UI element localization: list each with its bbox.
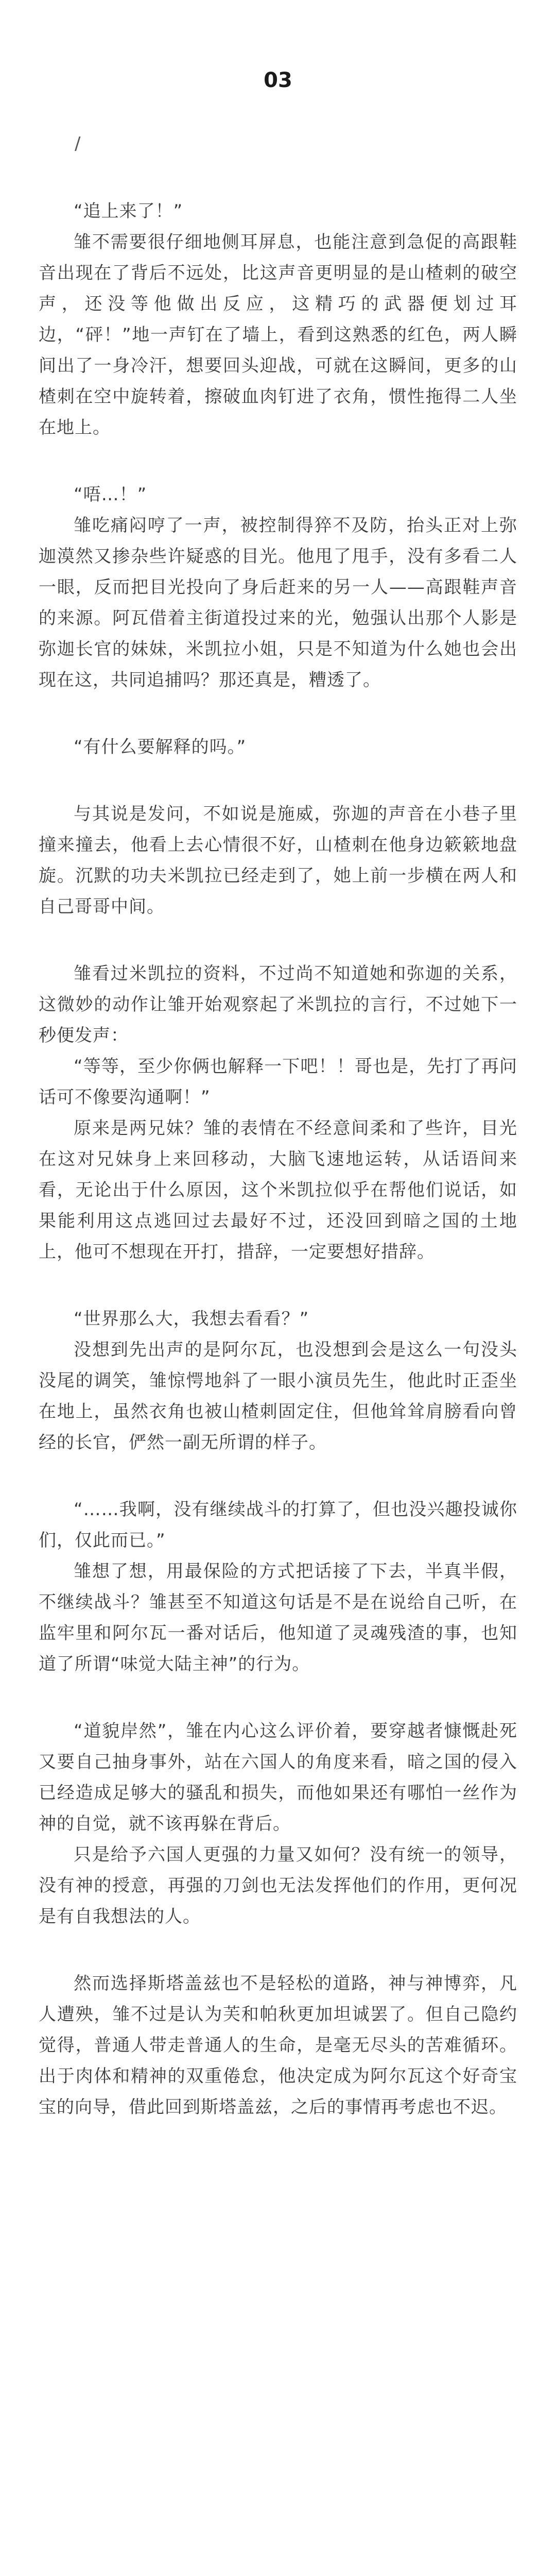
scene-break-mark: / (75, 133, 81, 154)
paragraph: “追上来了！” (74, 201, 183, 222)
paragraph-gap (39, 762, 517, 799)
paragraph: 只是给予六国人更强的力量又如何？没有统一的领导，没有神的授意，再强的刀剑也无法发挥他们的作用，更何况是有自我想法的人。 (39, 1844, 517, 1927)
paragraph: “唔…！” (74, 484, 147, 505)
paragraph: “世界那么大，我想去看看？” (74, 1309, 309, 1329)
paragraph: 原来是两兄妹？雏的表情在不经意间柔和了些许，目光在这对兄妹身上来回移动，大脑飞速地运转，从话语间来看，无论出于什么原因，这个米凯拉似乎在帮他们说话，如果能利用这点逃回过去最好不过，还没回到暗之国的土地上，他可不想现在开打，措辞，一定要想好措辞。 (39, 1118, 517, 1262)
paragraph-gap (39, 1932, 517, 1968)
paragraph: 然而选择斯塔盖兹也不是轻松的道路，神与神博弈，凡人遭殃，雏不过是认为芙和帕秋更加坦诚罢了。但自己隐约觉得，普通人带走普通人的生命，是毫无尽头的苦难循环。出于肉体和精神的双重倦怠，他决定成为阿尔瓦这个好奇宝宝的向导，借此回到斯塔盖兹，之后的事情再考虑也不迟。 (39, 1973, 517, 2117)
paragraph: 雏想了想，用最保险的方式把话接了下去，半真半假，不继续战斗？雏甚至不知道这句话是不是在说给自己听，在监牢里和阿尔瓦一番对话后，他知道了灵魂残渣的事，也知道了所谓“味觉大陆主神”的行为。 (39, 1561, 517, 1674)
chapter-number: 03 (264, 69, 292, 92)
paragraph-gap (39, 696, 517, 732)
paragraph: “等等，至少你俩也解释一下吧！！哥也是，先打了再问话可不像要沟通啊！” (39, 1056, 517, 1108)
paragraph: 没想到先出声的是阿尔瓦，也没想到会是这么一句没头没尾的调笑，雏惊愕地斜了一眼小演员先生，他此时正歪坐在地上，虽然衣角也被山楂刺固定住，但他耸耸肩膀看向曾经的长官，俨然一副无所谓的样子。 (39, 1340, 517, 1453)
paragraph: 雏不需要很仔细地侧耳屏息，也能注意到急促的高跟鞋音出现在了背后不远处，比这声音更明显的是山楂刺的破空声，还没等他做出反应，这精巧的武器便划过耳边，“砰！”地一声钉在了墙上，看到这熟悉的红色，两人瞬间出了一身冷汗，想要回头迎战，可就在这瞬间，更多的山楂刺在空中旋转着，擦破血肉钉进了衣角，惯性拖得二人坐在地上。 (39, 232, 517, 438)
paragraph-gap (39, 443, 517, 479)
paragraph-gap (39, 1458, 517, 1494)
story-body (39, 196, 517, 2123)
paragraph: 雏看过米凯拉的资料，不过尚不知道她和弥迦的关系，这微妙的动作让雏开始观察起了米凯拉的言行，不过她下一秒便发声： (39, 963, 517, 1046)
paragraph: 与其说是发问，不如说是施威，弥迦的声音在小巷子里撞来撞去，他看上去心情很不好，山楂刺在他身边簌簌地盘旋。沉默的功夫米凯拉已经走到了，她上前一步横在两人和自己哥哥中间。 (39, 804, 517, 917)
paragraph: 雏吃痛闷哼了一声，被控制得猝不及防，抬头正对上弥迦漠然又掺杂些许疑惑的目光。他甩了甩手，没有多看二人一眼，反而把目光投向了身后赶来的另一人——高跟鞋声音的来源。阿瓦借着主街道投过来的光，勉强认出那个人影是弥迦长官的妹妹，米凯拉小姐，只是不知道为什么她也会出现在这，共同追捕吗？那还真是，糟透了。 (39, 515, 517, 690)
paragraph-gap (39, 922, 517, 958)
paragraph-gap (39, 1267, 517, 1303)
paragraph: “……我啊，没有继续战斗的打算了，但也没兴趣投诚你们，仅此而已。” (39, 1499, 517, 1551)
paragraph: “道貌岸然”，雏在内心这么评价着，要穿越者慷慨赴死又要自己抽身事外，站在六国人的角度来看，暗之国的侵入已经造成足够大的骚乱和损失，而他如果还有哪怕一丝作为神的自觉，就不该再躲在背后。 (39, 1721, 517, 1834)
paragraph: “有什么要解释的吗。” (74, 737, 247, 757)
paragraph-gap (39, 1680, 517, 1716)
